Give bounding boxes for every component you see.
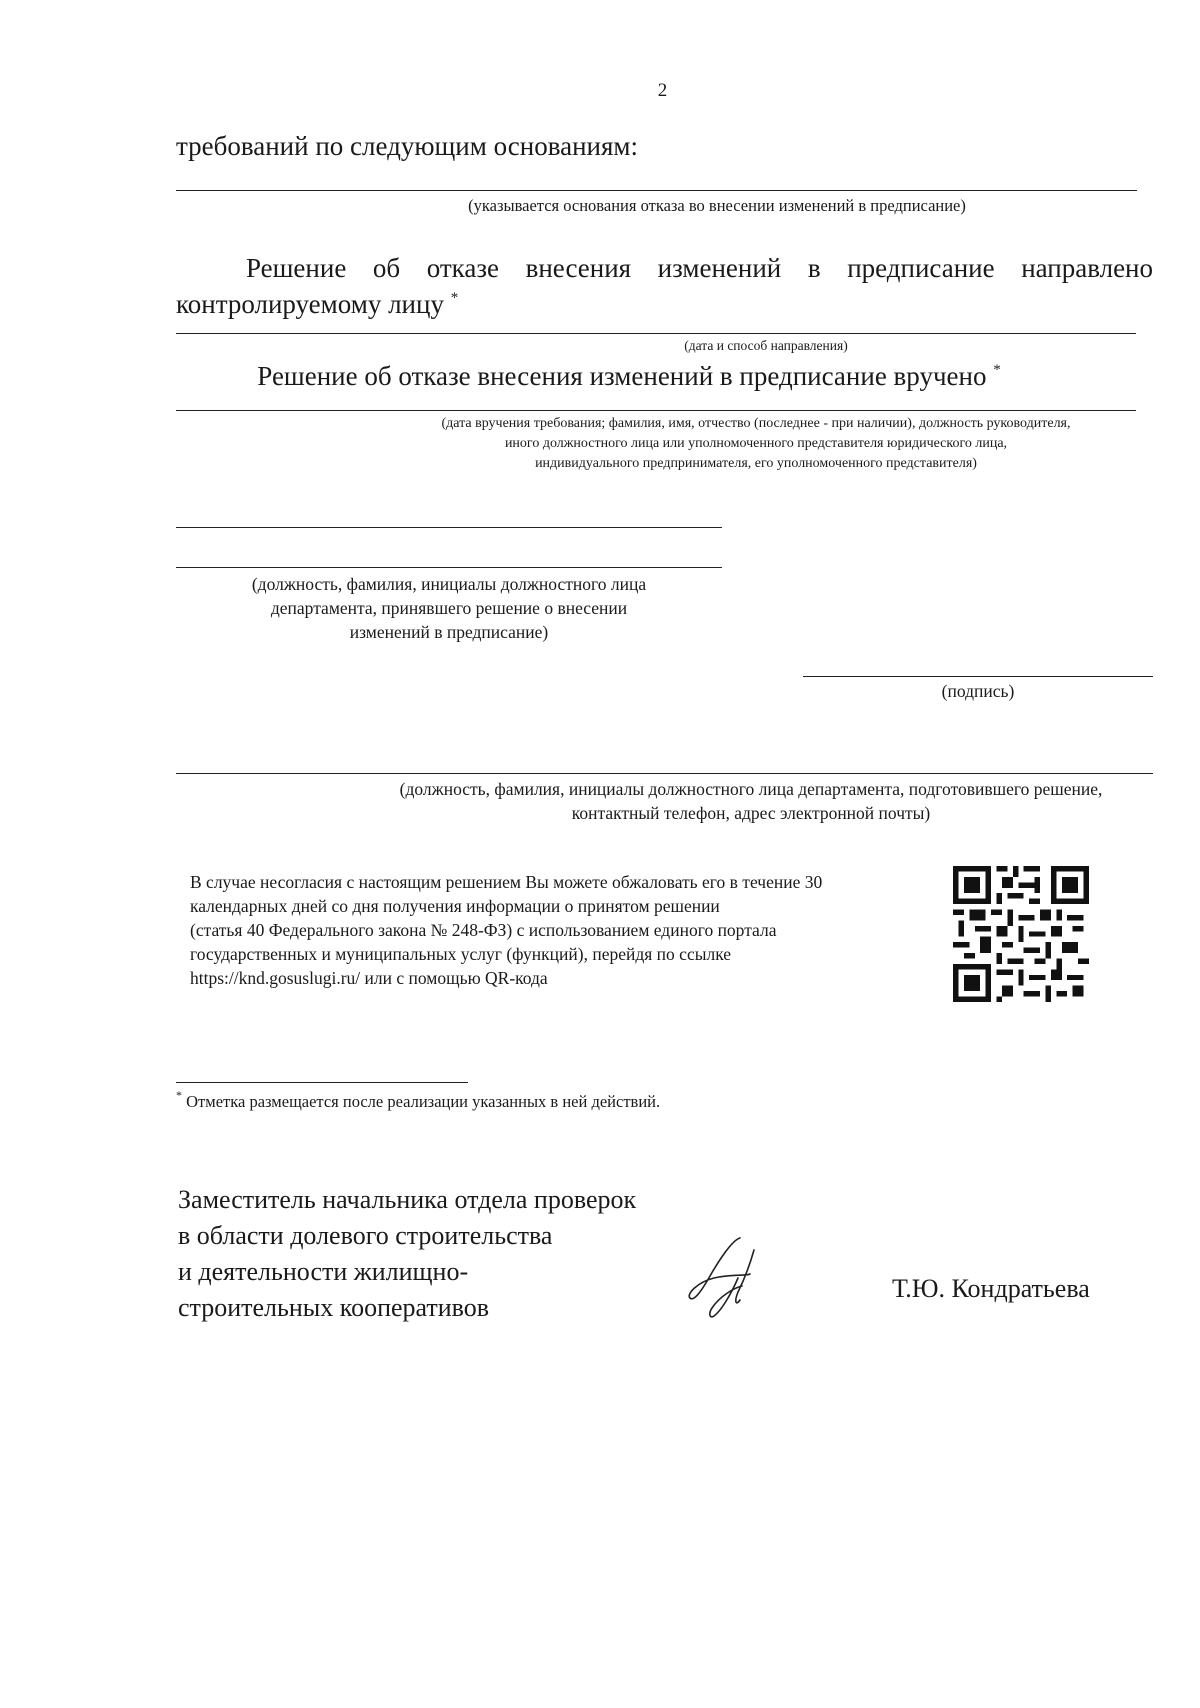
delivered-line — [176, 410, 1136, 411]
preparer-line — [176, 773, 1153, 774]
signatory-position-line: строительных кооперативов — [178, 1293, 490, 1322]
delivered-caption-line: (дата вручения требования; фамилия, имя, отчество (последнее - при наличии), должность руководителя, — [441, 416, 1071, 431]
sent-statement — [176, 250, 1153, 322]
footnote-separator — [176, 1082, 468, 1083]
sent-caption: (дата и способ направления) — [684, 338, 848, 353]
footnote-mark: * — [176, 1088, 182, 1102]
signature-caption: (подпись) — [941, 681, 1015, 701]
refusal-grounds-line — [176, 190, 1137, 191]
official-caption-line: департамента, принявшего решение о внесении — [270, 598, 628, 618]
sent-statement-mark: * — [450, 290, 459, 306]
appeal-link[interactable]: https://knd.gosuslugi.ru/ или с помощью QR-кода — [190, 968, 548, 988]
appeal-line: (статья 40 Федерального закона № 248-ФЗ) с использованием единого портала — [190, 920, 777, 940]
sent-statement-line2-text: контролируемому лицу — [176, 289, 444, 319]
signatory-position — [178, 1182, 698, 1326]
preparer-caption — [176, 777, 1200, 825]
qr-code[interactable] — [953, 866, 1089, 1002]
delivered-statement-mark: * — [993, 362, 1001, 378]
sent-line — [176, 333, 1136, 334]
appeal-line: В случае несогласия с настоящим решением Вы можете обжаловать его в течение 30 — [190, 872, 823, 892]
official-caption — [176, 572, 722, 644]
appeal-line: государственных и муниципальных услуг (функций), перейдя по ссылке — [190, 944, 732, 964]
signature-line — [803, 676, 1153, 677]
page-number: 2 — [657, 80, 668, 101]
sent-statement-line2 — [176, 286, 1153, 322]
delivered-statement-text: Решение об отказе внесения изменений в предписание вручено — [257, 361, 987, 391]
official-line-lower — [176, 567, 722, 568]
official-caption-line: изменений в предписание) — [349, 622, 549, 642]
signatory-position-line: и деятельности жилищно- — [178, 1257, 469, 1286]
delivered-caption-line: индивидуального предпринимателя, его уполномоченного представителя) — [535, 456, 977, 471]
delivered-caption-line: иного должностного лица или уполномоченного представителя юридического лица, — [504, 436, 1008, 451]
footnote-text: Отметка размещается после реализации указанных в ней действий. — [186, 1092, 661, 1111]
appeal-line: календарных дней со дня получения информации о принятом решении — [190, 896, 720, 916]
delivered-statement — [0, 358, 1200, 394]
handwritten-signature — [680, 1230, 790, 1330]
official-line-upper — [176, 527, 722, 528]
preparer-caption-line: контактный телефон, адрес электронной почты) — [571, 803, 931, 823]
footnote — [176, 1088, 661, 1112]
signatory-position-line: в области долевого строительства — [178, 1221, 553, 1250]
delivered-caption — [176, 414, 1200, 474]
intro-line: требований по следующим основаниям: — [176, 131, 638, 161]
sent-statement-line1: Решение об отказе внесения изменений в предписание направлено — [246, 253, 1153, 283]
preparer-caption-line: (должность, фамилия, инициалы должностного лица департамента, подготовившего решение, — [399, 779, 1103, 799]
appeal-text — [190, 870, 940, 990]
signatory-position-line: Заместитель начальника отдела проверок — [178, 1185, 637, 1214]
official-caption-line: (должность, фамилия, инициалы должностного лица — [251, 574, 647, 594]
signatory-name: Т.Ю. Кондратьева — [892, 1274, 1090, 1303]
refusal-grounds-caption: (указывается основания отказа во внесении изменений в предписание) — [468, 196, 966, 215]
